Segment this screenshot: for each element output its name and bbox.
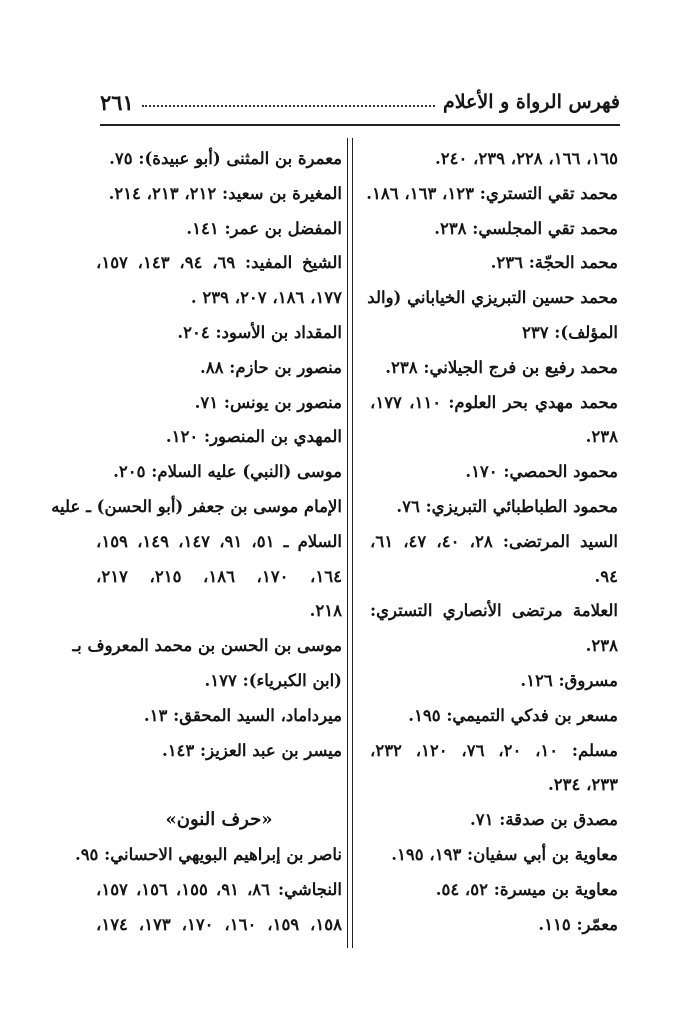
header-leader-dots <box>142 105 435 107</box>
index-entry-line: ١٦٥، ١٦٦، ٢٢٨، ٢٣٩، ٢٤٠. <box>434 149 618 168</box>
index-entry-line: محمد رفيع بن فرج الجيلاني: ٢٣٨. <box>385 357 618 377</box>
index-entry-line: الشيخ المفيد: ٦٩، ٩٤، ١٤٣، ١٥٧، <box>96 253 342 273</box>
index-entry-line <box>96 768 342 803</box>
header-title: فهرس الرواة و الأعلام <box>442 91 620 113</box>
index-entry-line: محمد حسين التبريزي الخياباني (والد <box>367 288 618 308</box>
index-entry-line: محمود الطباطبائي التبريزي: ٧٦. <box>396 496 618 516</box>
index-entry-line: المهدي بن المنصور: ١٢٠. <box>165 427 342 447</box>
index-entry-line: مسعر بن فدكي التميمي: ١٩٥. <box>408 705 618 725</box>
index-entry-line: معمرة بن المثنى (أبو عبيدة): ٧٥. <box>109 149 342 168</box>
index-entry-line: ناصر بن إبراهيم البويهي الاحساني: ٩٥. <box>74 844 342 864</box>
index-entry-line: مسلم: ١٠، ٢٠، ٧٦، ١٢٠، ٢٣٢، <box>370 740 619 760</box>
index-entry-line: ٢٣٨. <box>585 427 618 447</box>
index-entry-line: موسى (النبي) عليه السلام: ٢٠٥. <box>113 462 342 482</box>
index-entry-line: محمد مهدي بحر العلوم: ١١٠، ١٧٧، <box>370 392 618 412</box>
index-entry-line: السيد المرتضى: ٢٨، ٤٠، ٤٧، ٦١، <box>370 531 618 551</box>
index-entry-line: مصدق بن صدقة: ٧١. <box>470 810 618 830</box>
index-entry-line: منصور بن حازم: ٨٨. <box>200 357 342 377</box>
header-rule <box>100 124 620 126</box>
index-entry-line: محمود الحمصي: ١٧٠. <box>465 462 618 482</box>
index-entry-line: المؤلف): ٢٣٧ <box>521 322 618 342</box>
column-divider <box>347 138 353 948</box>
section-heading: «حرف النون» <box>165 809 273 831</box>
index-entry-line: مسروق: ١٢٦. <box>520 670 618 690</box>
index-entry-line: منصور بن يونس: ٧١. <box>194 392 342 412</box>
running-header <box>100 86 620 118</box>
index-entry-line: محمد تقي التستري: ١٢٣، ١٦٣، ١٨٦. <box>366 183 618 203</box>
index-entry-line: ١٥٨، ١٥٩، ١٦٠، ١٧٠، ١٧٣، ١٧٤، <box>96 914 342 934</box>
index-entry-line: ١٦٤، ١٧٠، ١٨٦، ٢١٥، ٢١٧، <box>96 566 342 586</box>
index-entry-line: (ابن الكبرياء): ١٧٧. <box>204 670 342 690</box>
index-entry-line: موسى بن الحسن بن محمد المعروف بـ <box>72 636 342 656</box>
index-entry-line: المقداد بن الأسود: ٢٠٤. <box>177 322 342 342</box>
index-entry-line: المفضل بن عمر: ١٤١. <box>186 218 342 238</box>
index-entry-line: الإمام موسى بن جعفر (أبو الحسن) ـ عليه <box>51 496 342 516</box>
index-entry-line: المغيرة بن سعيد: ٢١٢، ٢١٣، ٢١٤. <box>108 183 342 203</box>
index-entry-line: العلامة مرتضى الأنصاري التستري: <box>370 601 618 621</box>
index-column-left <box>51 142 342 942</box>
index-entry-line: ٢١٨. <box>309 601 342 621</box>
index-entry-line: ميرداماد، السيد المحقق: ١٣. <box>143 705 342 725</box>
page-number: ٢٦١ <box>100 89 134 115</box>
index-entry-line: معاوية بن أبي سفيان: ١٩٣، ١٩٥. <box>391 844 618 864</box>
index-entry-line: ٩٤. <box>594 566 618 586</box>
index-entry-line: ١٧٧، ١٨٦، ٢٠٧، ٢٣٩ . <box>190 288 342 308</box>
index-entry-line: معاوية بن ميسرة: ٥٢، ٥٤. <box>435 879 618 899</box>
index-entry-line: النجاشي: ٨٦، ٩١، ١٥٥، ١٥٦، ١٥٧، <box>96 879 342 899</box>
index-entry-line: السلام ـ ٥١، ٩١، ١٤٧، ١٤٩، ١٥٩، <box>96 531 342 551</box>
index-entry-line: ميسر بن عبد العزيز: ١٤٣. <box>161 740 342 760</box>
index-column-right <box>366 142 619 942</box>
index-entry-line: ٢٣٣، ٢٣٤. <box>547 775 618 795</box>
index-entry-line: معمّر: ١١٥. <box>538 914 618 934</box>
index-entry-line: محمد تقي المجلسي: ٢٣٨. <box>434 218 618 238</box>
index-entry-line: ٢٣٨. <box>585 636 618 656</box>
index-entry-line: محمد الحجّة: ٢٣٦. <box>490 253 618 273</box>
